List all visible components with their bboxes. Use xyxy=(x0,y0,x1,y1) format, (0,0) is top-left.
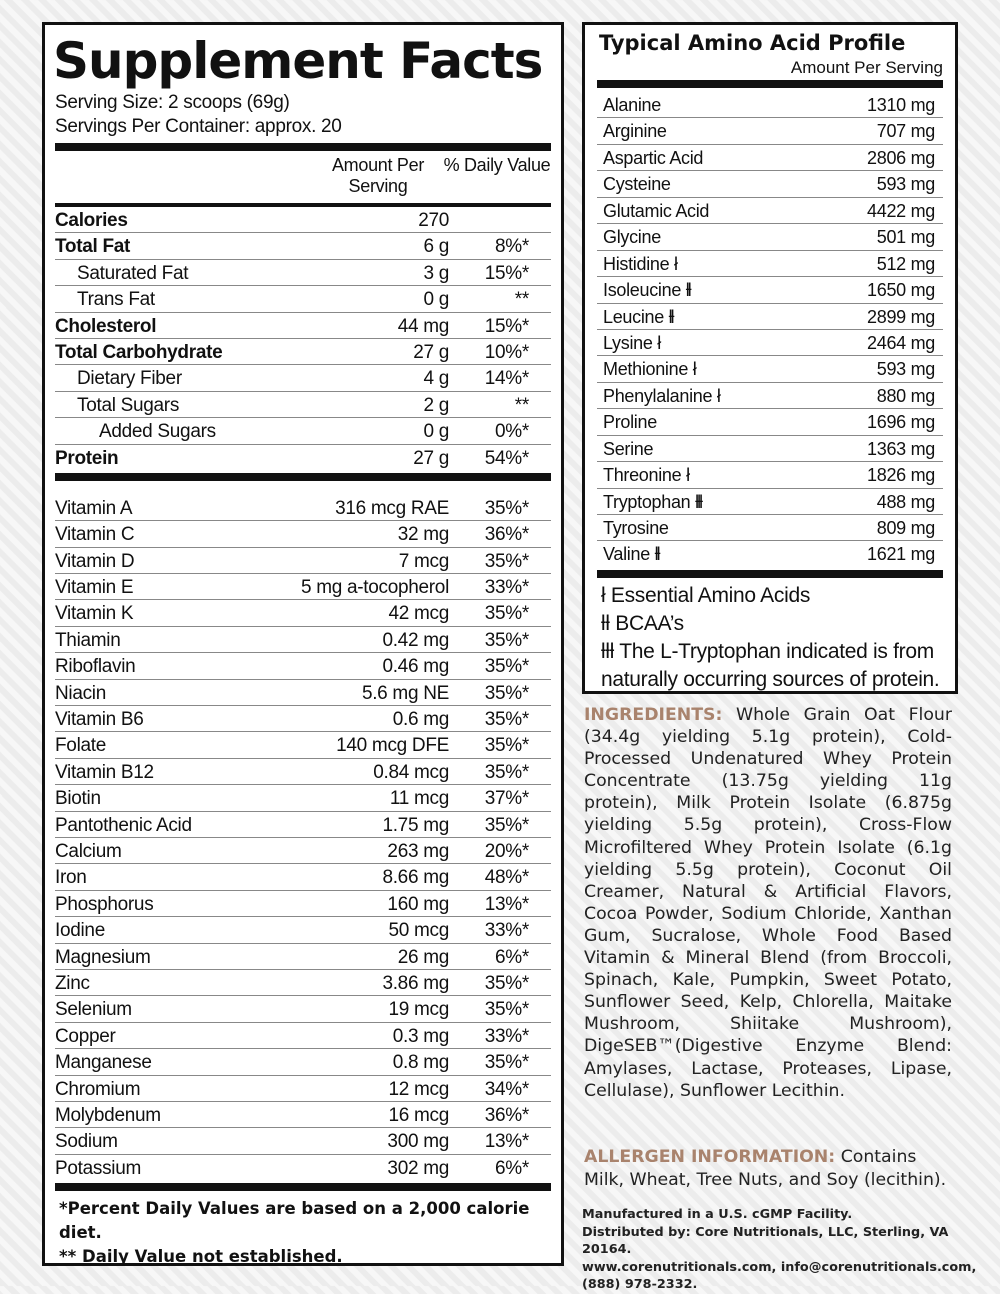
table-row xyxy=(597,515,943,541)
table-row xyxy=(55,838,551,864)
nutrient-dv: 10%* xyxy=(484,341,529,363)
amino-marker: ł xyxy=(686,465,689,486)
amino-name-cell xyxy=(603,462,867,487)
nutrient-name: Sodium xyxy=(55,1131,118,1153)
amino-name-cell xyxy=(603,541,867,567)
amino-name-cell xyxy=(603,489,877,514)
nutrient-dv: 13%* xyxy=(484,893,529,915)
nutrient-dv: 35%* xyxy=(484,735,529,757)
table-row xyxy=(55,653,551,679)
macro-table xyxy=(55,207,551,471)
table-row xyxy=(55,1102,551,1128)
mfg-line: Manufactured in a U.S. cGMP Facility. xyxy=(582,1207,853,1222)
amino-name: Tryptophan xyxy=(603,491,691,512)
nutrient-dv: 33%* xyxy=(484,577,529,599)
table-row xyxy=(55,944,551,970)
nutrient-name: Vitamin B12 xyxy=(55,761,154,783)
nutrient-name: Magnesium xyxy=(55,946,151,968)
nutrient-amount: 5 mg a-tocopherol xyxy=(300,577,449,599)
nutrient-dv: ** xyxy=(514,394,529,416)
nutrient-name: Pantothenic Acid xyxy=(55,814,192,836)
mfg-line: www.corenutritionals.com, info@corenutritionals.com, xyxy=(582,1259,977,1275)
amino-value: 1826 mg xyxy=(867,465,935,486)
table-header xyxy=(55,151,551,203)
table-row xyxy=(55,207,551,233)
nutrient-dv: 13%* xyxy=(484,1131,529,1153)
table-row xyxy=(597,224,943,250)
footnote-dv: *Percent Daily Values are based on a 2,000 calorie diet. xyxy=(59,1199,530,1243)
amino-name: Tyrosine xyxy=(603,518,669,538)
nutrient-amount: 0 g xyxy=(423,289,449,311)
amino-name-cell xyxy=(603,145,867,170)
nutrient-name: Chromium xyxy=(55,1078,141,1100)
table-row xyxy=(55,1049,551,1075)
nutrient-amount: 3.86 mg xyxy=(382,972,449,994)
amino-name: Lysine xyxy=(603,332,653,353)
nutrient-amount: 50 mcg xyxy=(388,920,449,942)
amino-name-cell xyxy=(603,277,867,302)
amino-value: 1621 mg xyxy=(867,544,935,565)
nutrient-amount: 263 mg xyxy=(387,840,449,862)
footnotes xyxy=(55,1191,551,1269)
nutrient-name: Iron xyxy=(55,867,87,889)
nutrient-name: Niacin xyxy=(55,682,106,704)
nutrient-name: Copper xyxy=(55,1025,116,1047)
vitamin-table xyxy=(55,495,551,1181)
divider xyxy=(55,473,551,481)
nutrient-dv: 15%* xyxy=(484,315,529,337)
nutrient-dv: 35%* xyxy=(484,999,529,1021)
amino-value: 512 mg xyxy=(876,253,935,274)
table-row xyxy=(597,462,943,488)
table-row xyxy=(55,339,551,365)
nutrient-amount: 4 g xyxy=(423,368,449,390)
nutrient-amount: 16 mcg xyxy=(388,1104,449,1126)
table-row xyxy=(55,785,551,811)
nutrient-amount: 1.75 mg xyxy=(382,814,449,836)
nutrient-amount: 32 mg xyxy=(397,524,449,546)
table-row xyxy=(55,1023,551,1049)
nutrient-name: Vitamin K xyxy=(55,603,134,625)
nutrient-dv: 35%* xyxy=(484,497,529,519)
nutrient-name: Vitamin E xyxy=(55,577,134,599)
nutrient-dv: 35%* xyxy=(484,972,529,994)
nutrient-dv: 36%* xyxy=(484,1104,529,1126)
ingredients-text: Whole Grain Oat Flour (34.4g yielding 5.1g protein), Cold-Processed Undenatured Whey Protein Concentrate (13.75g yielding 11g protein), Milk Protein Isolate (6.875g yielding 5.5g protein), Cross-Flow Microfiltered Whey Protein Isolate (6.1g yielding 5.5g protein), Coconut Oil Creamer, Natural & Artificial Flavors, Cocoa Powder, Sodium Chloride, Xanthan Gum, Sucralose, Whole Food Based Vitamin & Mineral Blend (from Broccoli, Spinach, Kale, Pumpkin, Sweet Potato, Sunflower Seed, Kelp, Chlorella, Maitake Mushroom, Shiitake Mushroom), DigeSEB™(Digestive Enzyme Blend: Amylases, Lactase, Proteases, Lipase, Cellulase), Sunflower Lecithin. xyxy=(584,705,952,1101)
serving-size: Serving Size: 2 scoops (69g) xyxy=(55,92,290,113)
table-row xyxy=(55,445,551,471)
nutrient-name: Vitamin A xyxy=(55,497,133,519)
table-row xyxy=(55,1076,551,1102)
ingredients-block xyxy=(584,704,952,1102)
amino-name-cell xyxy=(603,409,867,434)
amino-marker: ł xyxy=(674,253,677,274)
table-row xyxy=(597,304,943,330)
nutrient-name: Trans Fat xyxy=(77,289,155,311)
nutrient-amount: 140 mcg DFE xyxy=(336,735,449,757)
table-row xyxy=(597,356,943,382)
nutrient-dv: 33%* xyxy=(484,920,529,942)
amino-marker: ƚƚ xyxy=(685,280,690,301)
amino-marker: ł xyxy=(657,332,660,353)
nutrient-name: Vitamin B6 xyxy=(55,709,144,731)
divider xyxy=(597,80,943,88)
amino-value: 488 mg xyxy=(876,491,935,512)
nutrient-dv: 35%* xyxy=(484,709,529,731)
table-row xyxy=(597,383,943,409)
nutrient-dv: 35%* xyxy=(484,682,529,704)
amino-value: 809 mg xyxy=(876,518,935,538)
amino-value: 4422 mg xyxy=(867,200,935,221)
nutrient-amount: 300 mg xyxy=(387,1131,449,1153)
table-row xyxy=(55,233,551,259)
amino-marker: ł xyxy=(716,385,719,406)
table-row xyxy=(597,277,943,303)
amino-name: Proline xyxy=(603,412,657,433)
table-row xyxy=(55,1128,551,1154)
amino-name: Arginine xyxy=(603,121,667,142)
amino-name: Threonine xyxy=(603,465,682,486)
nutrient-name: Iodine xyxy=(55,920,105,942)
amino-name: Valine xyxy=(603,544,650,565)
amino-title: Typical Amino Acid Profile xyxy=(599,31,906,55)
amino-marker: ƚƚ xyxy=(654,544,659,565)
table-row xyxy=(597,171,943,197)
amino-name-cell xyxy=(603,224,877,249)
table-row xyxy=(597,251,943,277)
manufacturer-block xyxy=(582,1206,992,1294)
nutrient-dv: 35%* xyxy=(484,656,529,678)
nutrient-name: Vitamin D xyxy=(55,550,135,572)
nutrient-amount: 316 mcg RAE xyxy=(335,497,449,519)
legend-bcaa: ƚƚ BCAA’s xyxy=(601,611,684,635)
nutrient-name: Protein xyxy=(55,447,119,469)
amino-marker: ƚƚƚ xyxy=(695,491,702,512)
amino-name: Histidine xyxy=(603,253,670,274)
nutrient-amount: 12 mcg xyxy=(388,1078,449,1100)
nutrient-name: Manganese xyxy=(55,1052,152,1074)
nutrient-dv: ** xyxy=(514,289,529,311)
servings-per-container: Servings Per Container: approx. 20 xyxy=(55,116,342,137)
nutrient-amount: 270 xyxy=(418,210,449,231)
amino-name: Phenylalanine xyxy=(603,385,713,406)
table-row xyxy=(597,92,943,118)
nutrient-name: Phosphorus xyxy=(55,893,154,915)
supplement-facts-title: Supplement Facts xyxy=(53,32,543,90)
amino-value: 593 mg xyxy=(876,174,935,195)
amino-name: Leucine xyxy=(603,306,664,327)
nutrient-dv: 54%* xyxy=(484,447,529,469)
col-dv-header: % Daily Value xyxy=(443,155,551,175)
table-row xyxy=(55,970,551,996)
nutrient-dv: 35%* xyxy=(484,550,529,572)
amino-name-cell xyxy=(603,171,877,196)
nutrient-name: Potassium xyxy=(55,1157,142,1179)
amino-value: 880 mg xyxy=(876,385,935,406)
nutrient-amount: 6 g xyxy=(423,236,449,258)
nutrient-dv: 14%* xyxy=(484,368,529,390)
nutrient-dv: 0%* xyxy=(495,421,529,443)
nutrient-name: Total Sugars xyxy=(77,394,180,416)
nutrient-amount: 0.3 mg xyxy=(392,1025,449,1047)
amino-name-cell xyxy=(603,330,867,355)
amino-value: 501 mg xyxy=(876,227,935,248)
divider xyxy=(55,143,551,151)
nutrient-amount: 302 mg xyxy=(387,1157,449,1179)
table-row xyxy=(597,541,943,567)
amino-acid-panel xyxy=(582,22,958,694)
table-row xyxy=(55,680,551,706)
ingredients-heading: INGREDIENTS: xyxy=(584,705,723,725)
table-row xyxy=(55,495,551,521)
table-row xyxy=(55,365,551,391)
table-row xyxy=(55,392,551,418)
amino-name: Alanine xyxy=(603,95,661,115)
nutrient-amount: 8.66 mg xyxy=(382,867,449,889)
nutrient-amount: 3 g xyxy=(423,262,449,284)
nutrient-dv: 33%* xyxy=(484,1025,529,1047)
nutrient-amount: 0.84 mcg xyxy=(373,761,449,783)
amino-value: 1650 mg xyxy=(867,280,935,301)
nutrient-name: Molybdenum xyxy=(55,1104,161,1126)
amino-name-cell xyxy=(603,304,867,329)
nutrient-name: Riboflavin xyxy=(55,656,136,678)
nutrient-dv: 15%* xyxy=(484,262,529,284)
table-row xyxy=(597,409,943,435)
amino-subtitle: Amount Per Serving xyxy=(790,58,943,77)
table-row xyxy=(55,917,551,943)
nutrient-dv xyxy=(455,207,551,232)
amino-table xyxy=(597,92,943,568)
nutrient-name: Thiamin xyxy=(55,629,121,651)
amino-name-cell xyxy=(603,198,867,223)
amino-legend xyxy=(597,578,943,694)
table-row xyxy=(55,812,551,838)
amino-marker: ł xyxy=(692,359,695,380)
table-row xyxy=(55,418,551,444)
nutrient-dv: 35%* xyxy=(484,761,529,783)
nutrient-amount: 7 mcg xyxy=(398,550,449,572)
nutrient-amount: 19 mcg xyxy=(388,999,449,1021)
nutrient-amount: 27 g xyxy=(413,341,449,363)
nutrient-dv: 35%* xyxy=(484,603,529,625)
nutrient-name: Total Carbohydrate xyxy=(55,341,223,363)
table-row xyxy=(597,330,943,356)
table-row xyxy=(55,521,551,547)
supplement-facts-panel xyxy=(42,22,564,1266)
table-row xyxy=(597,145,943,171)
legend-essential: ł Essential Amino Acids xyxy=(601,583,811,607)
nutrient-dv: 6%* xyxy=(495,1157,529,1179)
table-row xyxy=(597,118,943,144)
table-row xyxy=(55,996,551,1022)
table-row xyxy=(55,1155,551,1181)
mfg-line: (888) 978-2332. xyxy=(582,1277,698,1292)
table-row xyxy=(597,436,943,462)
nutrient-dv: 36%* xyxy=(484,524,529,546)
amino-value: 593 mg xyxy=(876,359,935,380)
nutrient-dv: 20%* xyxy=(484,840,529,862)
amino-value: 2899 mg xyxy=(867,306,935,327)
nutrient-dv: 35%* xyxy=(484,814,529,836)
amino-name-cell xyxy=(603,251,877,276)
nutrient-amount: 44 mg xyxy=(397,315,449,337)
table-row xyxy=(55,260,551,286)
nutrient-name: Total Fat xyxy=(55,236,131,258)
amino-name: Serine xyxy=(603,438,654,459)
table-row xyxy=(597,198,943,224)
nutrient-amount: 0.8 mg xyxy=(392,1052,449,1074)
nutrient-amount: 26 mg xyxy=(397,946,449,968)
nutrient-amount: 27 g xyxy=(413,447,449,469)
table-row xyxy=(55,286,551,312)
nutrient-amount: 0 g xyxy=(423,421,449,443)
amino-name: Aspartic Acid xyxy=(603,147,704,168)
nutrient-name: Dietary Fiber xyxy=(77,368,182,390)
col-amount-header: Amount Per Serving xyxy=(331,155,425,196)
nutrient-name: Calcium xyxy=(55,840,122,862)
nutrient-name: Calories xyxy=(55,210,128,231)
amino-value: 1363 mg xyxy=(867,438,935,459)
table-row xyxy=(55,891,551,917)
amino-name-cell xyxy=(603,118,877,143)
footnote-not-established: ** Daily Value not established. xyxy=(59,1247,343,1267)
nutrient-name: Vitamin C xyxy=(55,524,135,546)
nutrient-amount: 0.46 mg xyxy=(382,656,449,678)
amino-name-cell xyxy=(603,92,867,117)
nutrient-name: Saturated Fat xyxy=(77,262,189,284)
table-row xyxy=(55,627,551,653)
table-row xyxy=(55,732,551,758)
nutrient-name: Folate xyxy=(55,735,107,757)
nutrient-name: Selenium xyxy=(55,999,132,1021)
amino-value: 2464 mg xyxy=(867,332,935,353)
nutrient-dv: 48%* xyxy=(484,867,529,889)
nutrient-amount: 2 g xyxy=(423,394,449,416)
table-row xyxy=(55,548,551,574)
table-row xyxy=(55,706,551,732)
table-row xyxy=(55,864,551,890)
divider xyxy=(597,570,943,578)
amino-value: 2806 mg xyxy=(867,147,935,168)
amino-value: 1696 mg xyxy=(867,412,935,433)
nutrient-name: Added Sugars xyxy=(99,421,216,443)
allergen-text: Contains Milk, Wheat, Tree Nuts, and Soy (lecithin). xyxy=(584,1147,947,1190)
amino-name-cell xyxy=(603,515,877,540)
table-row xyxy=(55,600,551,626)
divider xyxy=(55,1183,551,1191)
nutrient-dv: 37%* xyxy=(484,788,529,810)
nutrient-amount: 160 mg xyxy=(387,893,449,915)
nutrient-name: Cholesterol xyxy=(55,315,157,337)
mfg-line: Distributed by: Core Nutritionals, LLC, Sterling, VA 20164. xyxy=(582,1224,949,1257)
amino-name-cell xyxy=(603,383,877,408)
nutrient-amount: 42 mcg xyxy=(388,603,449,625)
amino-value: 1310 mg xyxy=(867,95,935,115)
legend-tryptophan: ƚƚƚ The L-Tryptophan indicated is from naturally occurring sources of protein. xyxy=(601,639,940,691)
nutrient-dv: 8%* xyxy=(495,236,529,258)
nutrient-amount: 11 mcg xyxy=(389,788,449,810)
amino-name: Cysteine xyxy=(603,174,671,195)
table-row xyxy=(55,759,551,785)
nutrient-amount: 0.42 mg xyxy=(382,629,449,651)
nutrient-name: Zinc xyxy=(55,972,90,994)
nutrient-amount: 5.6 mg NE xyxy=(361,682,449,704)
amino-name: Glutamic Acid xyxy=(603,200,710,221)
amino-name-cell xyxy=(603,356,877,381)
allergen-block xyxy=(584,1146,952,1191)
table-row xyxy=(55,313,551,339)
amino-marker: ƚƚ xyxy=(668,306,673,327)
nutrient-dv: 35%* xyxy=(484,629,529,651)
table-row xyxy=(597,489,943,515)
amino-name: Glycine xyxy=(603,227,661,248)
amino-value: 707 mg xyxy=(876,121,935,142)
table-row xyxy=(55,574,551,600)
nutrient-dv: 35%* xyxy=(484,1052,529,1074)
amino-name-cell xyxy=(603,436,867,461)
nutrient-dv: 34%* xyxy=(484,1078,529,1100)
nutrient-amount: 0.6 mg xyxy=(392,709,449,731)
nutrient-name: Biotin xyxy=(55,788,101,810)
amino-name: Isoleucine xyxy=(603,280,682,301)
nutrient-dv: 6%* xyxy=(495,946,529,968)
amino-name: Methionine xyxy=(603,359,689,380)
allergen-heading: ALLERGEN INFORMATION: xyxy=(584,1147,836,1167)
